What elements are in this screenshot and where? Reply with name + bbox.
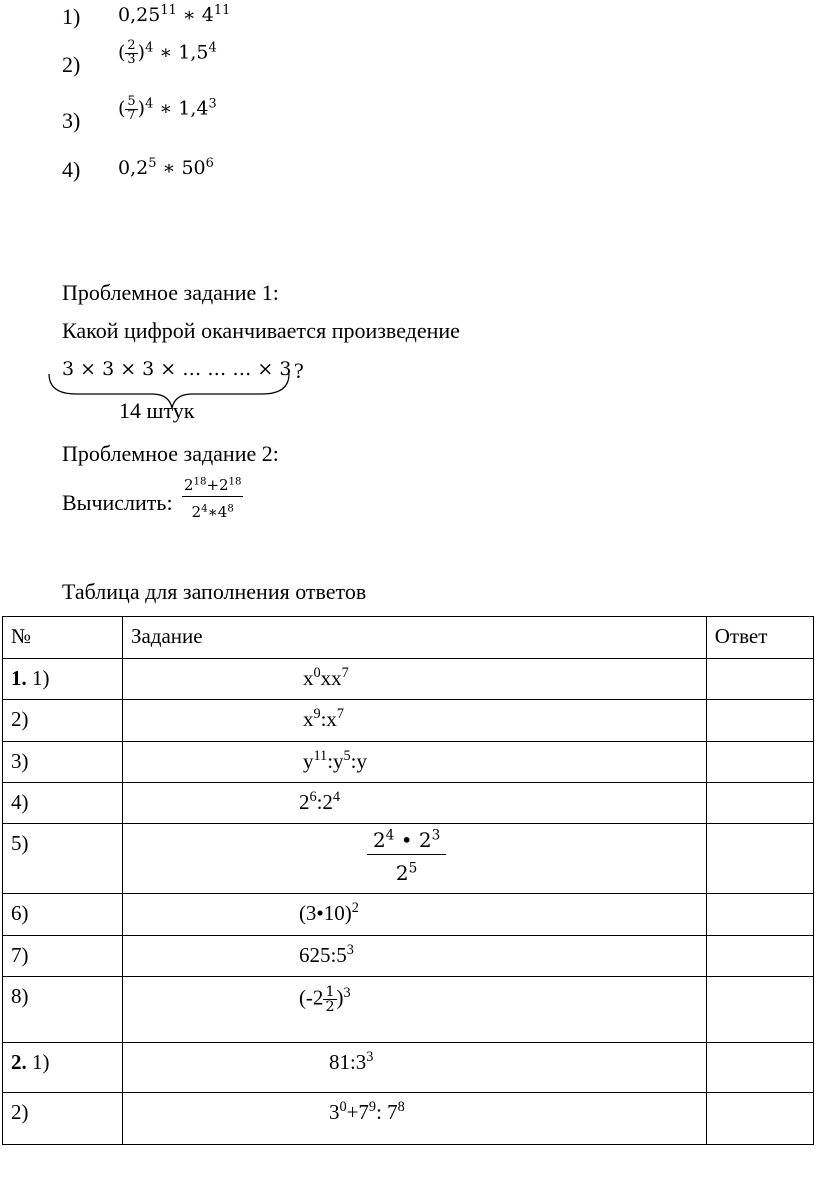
table-row bbox=[3, 1043, 814, 1093]
problem-1-question-mark: ? bbox=[294, 358, 304, 383]
brace-label: 14 штук bbox=[119, 398, 195, 423]
header-answer: Ответ bbox=[706, 617, 813, 659]
answer-cell[interactable] bbox=[706, 659, 813, 700]
problem-1-question: Какой цифрой оканчивается произведение bbox=[62, 318, 460, 343]
row-number: 8) bbox=[3, 977, 123, 1043]
answers-table bbox=[2, 616, 814, 1145]
row-number: 6) bbox=[3, 894, 123, 936]
task-cell: $2^6:2^4$ bbox=[122, 783, 706, 824]
table-row bbox=[3, 977, 814, 1043]
table-caption: Таблица для заполнения ответов bbox=[62, 579, 367, 604]
problem-2-label: Вычислить: bbox=[62, 490, 173, 515]
problem-2-title: Проблемное задание 2: bbox=[62, 441, 279, 466]
answer-cell[interactable] bbox=[706, 936, 813, 977]
answer-cell[interactable] bbox=[706, 700, 813, 742]
row-number: 2. 1) bbox=[3, 1043, 123, 1093]
exercise-4-number: 4) bbox=[62, 157, 81, 182]
exercise-3-number: 3) bbox=[62, 108, 81, 133]
table-row bbox=[3, 824, 814, 894]
task-cell: $x^0xx^7$ bbox=[122, 659, 706, 700]
header-task: Задание bbox=[122, 617, 706, 659]
table-row bbox=[3, 783, 814, 824]
exercise-2-number: 2) bbox=[62, 52, 81, 77]
fraction-expression: $\frac{2^4 • 2^3}{2^5}$ bbox=[367, 828, 446, 885]
task-cell: $y^{11}:y^5:y$ bbox=[122, 742, 706, 783]
row-number: 2) bbox=[3, 700, 123, 742]
problem-1-product: 3 × 3 × 3 × … … … × 3 bbox=[62, 358, 292, 380]
task-cell: $625:5^3$ bbox=[122, 936, 706, 977]
task-cell: $x^9:x^7$ bbox=[122, 700, 706, 742]
table-row bbox=[3, 659, 814, 700]
mixed-number-expression: (-2 $\frac{1}{2}$ )$^3$ bbox=[298, 984, 351, 1016]
table-row bbox=[3, 1093, 814, 1145]
task-cell bbox=[122, 824, 706, 894]
row-number: 2) bbox=[3, 1093, 123, 1145]
answer-cell[interactable] bbox=[706, 1043, 813, 1093]
answer-cell[interactable] bbox=[706, 894, 813, 936]
answer-cell[interactable] bbox=[706, 977, 813, 1043]
exercise-2-expression: ( $\frac{2}{3}$ )$^4$ ∗ $1,5^4$ bbox=[118, 38, 217, 67]
answer-cell[interactable] bbox=[706, 824, 813, 894]
task-cell bbox=[122, 977, 706, 1043]
problem-2-fraction: $\frac{2^{18}+2^{18}}{2^4∗4^8}$ bbox=[184, 476, 242, 521]
task-cell: $3^0+7^9$: $7^8$ bbox=[122, 1093, 706, 1145]
table-row bbox=[3, 700, 814, 742]
row-number: 7) bbox=[3, 936, 123, 977]
exercise-4-expression: $0,2^5$ ∗ $50^6$ bbox=[118, 155, 214, 179]
exercise-3-expression: ( $\frac{5}{7}$ )$^4$ ∗ $1,4^3$ bbox=[118, 94, 217, 123]
table-row bbox=[3, 894, 814, 936]
table-header-row bbox=[3, 617, 814, 659]
exercise-1-expression: 0,25$^{11}$ ∗ $4^{11}$ bbox=[118, 2, 231, 26]
table-row bbox=[3, 936, 814, 977]
answer-cell[interactable] bbox=[706, 783, 813, 824]
row-number: 1. 1) bbox=[3, 659, 123, 700]
task-cell: (3•10)$^2$ bbox=[122, 894, 706, 936]
answer-cell[interactable] bbox=[706, 742, 813, 783]
row-number: 3) bbox=[3, 742, 123, 783]
answer-cell[interactable] bbox=[706, 1093, 813, 1145]
header-number: № bbox=[3, 617, 123, 659]
problem-1-title: Проблемное задание 1: bbox=[62, 280, 279, 305]
table-row bbox=[3, 742, 814, 783]
row-number: 4) bbox=[3, 783, 123, 824]
exercise-1-number: 1) bbox=[62, 4, 81, 29]
row-number: 5) bbox=[3, 824, 123, 894]
task-cell: $81:3^3$ bbox=[122, 1043, 706, 1093]
